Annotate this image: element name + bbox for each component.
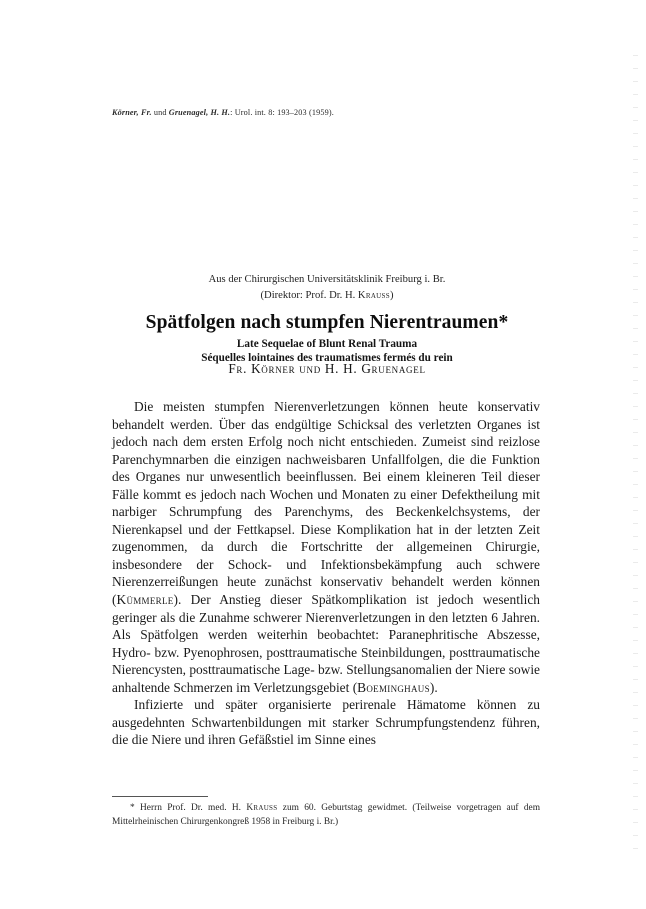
title-french: Séquelles lointaines des traumatismes fermés du rein [201,352,453,364]
paragraph-1-text-a: Die meisten stumpfen Nierenverletzungen können heute konservativ behandelt werden. Über das endgültige Schicksal des verletzten Organes ist jedoch nach dem ersten Erfolg noch nicht entschieden. Zumeist sind reizlose Parenchymnarben die einzigen nachweisbaren Unfallfolgen, die die Funktion des Organes nur unwesentlich beeinflussen. Bei einem kleineren Teil dieser Fälle kommt es jedoch nach Wochen und Monaten zu einer Defektheilung mit narbiger Schrumpfung des Parenchyms, des Beckenkelchsystems, der Nierenkapsel und der Fettkapsel. Diese Komplikation hat in der letzten Zeit zugenommen, da durch die Fortschritte der allgemeinen Chirurgie, insbesondere der Schock- und Infektionsbekämpfung auch schwere Nierenzerreißungen heute zunächst konservativ behandelt werden können ( [112,399,540,608]
affiliation-institution: Aus der Chirurgischen Universitätsklinik Freiburg i. Br. [208,274,446,285]
paragraph-1 [112,398,540,696]
footnote-name-krauss: Krauss [246,803,278,813]
title-english: Late Sequelae of Blunt Renal Trauma [236,338,418,350]
footnote [112,802,540,829]
footnote-text-a: * Herrn Prof. Dr. med. H. [130,803,247,813]
citation-kummerle: Kümmerle [116,592,174,608]
running-head-author-1: Körner, Fr. [112,108,152,117]
affiliation-director [112,288,542,304]
running-head [112,108,542,117]
paragraph-2: Infizierte und später organisierte perirenale Hämatome können zu ausgedehnten Schwartenbildungen mit starker Schrumpfungstendenz führen, die die Niere und ihren Gefäßstiel im Sinne eines [112,697,540,748]
body-text [112,398,540,749]
running-head-separator: und [151,108,169,117]
page-title: Spätfolgen nach stumpfen Nierentraumen* [145,312,509,333]
footnote-paragraph [112,802,540,829]
affiliation-block [112,272,542,303]
affiliation-director-suffix: ) [389,289,394,301]
author-line: Fr. Körner und H. H. Gruenagel [228,361,426,376]
scan-artifact-speckles [633,55,638,855]
title-block [82,311,572,365]
paragraph-1-text-c: ). [429,679,438,695]
footnote-separator-rule [112,796,208,797]
running-head-citation: : Urol. int. 8: 193–203 (1959). [230,108,334,117]
citation-boeminghaus: Boeminghaus [357,679,430,695]
affiliation-director-name: Krauss [357,289,390,301]
paragraph-1-text-b: ). Der Anstieg dieser Spätkomplikation ist jedoch wesentlich geringer als die Zunahme schwerer Nierenverletzungen in den letzten 6 Jahren. Als Spätfolgen werden weiterhin beobachtet: Paranephritische Abszesse, Hydro- bzw. Pyenophrosen, posttraumatische Steinbildungen, posttraumatische Nierencysten, posttraumatische Lage- bzw. Stellungsanomalien der Niere sowie anhaltende Schmerzen im Verletzungsgebiet ( [112,592,540,695]
running-head-author-2: Gruenagel, H. H. [168,108,231,117]
footnote-text-b: zum 60. Geburtstag gewidmet. (Teilweise vorgetragen auf dem Mittelrheinischen Chirurgenkongreß 1958 in Freiburg i. Br.) [112,803,540,827]
affiliation-director-prefix: (Direktor: Prof. Dr. H. [260,289,358,301]
